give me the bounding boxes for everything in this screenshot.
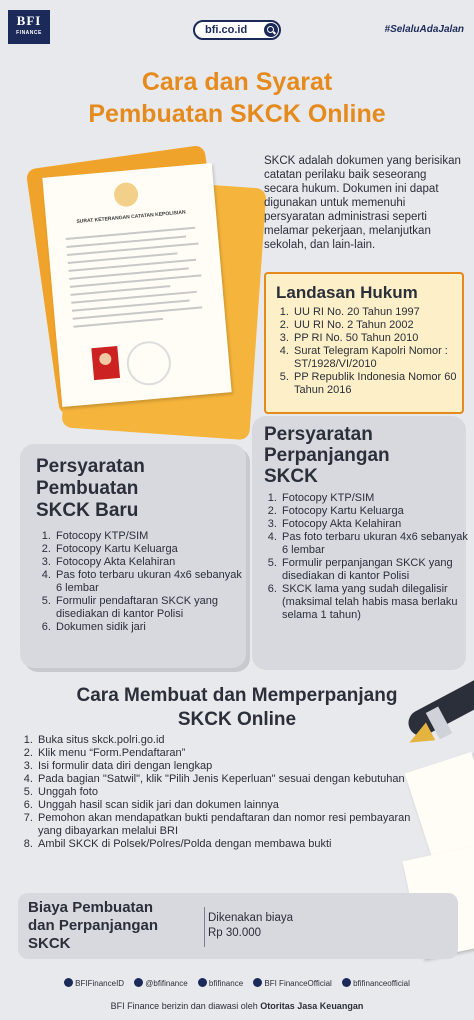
linkedin-icon bbox=[198, 978, 207, 987]
title-line-2: Pembuatan SKCK Online bbox=[88, 100, 386, 128]
list-item: 8. Ambil SKCK di Polsek/Polres/Polda dengan membawa bukti bbox=[36, 838, 414, 851]
page-title bbox=[0, 66, 474, 130]
cara-list bbox=[18, 734, 414, 851]
perpanjangan-card bbox=[252, 416, 466, 670]
list-item: 5. PP Republik Indonesia Nomor 60 Tahun 2016 bbox=[292, 371, 468, 397]
social-label: bfifinance bbox=[208, 979, 244, 988]
list-item: 6. Unggah hasil scan sidik jari dan dokumen lainnya bbox=[36, 799, 414, 812]
list-item: 5. Formulir pendaftaran SKCK yang disediakan di kantor Polisi bbox=[54, 595, 250, 621]
title-line-1: Cara dan Syarat bbox=[141, 68, 333, 96]
list-item: 4. Pada bagian "Satwil", klik "Pilih Jenis Keperluan" sesuai dengan kebutuhan bbox=[36, 773, 414, 786]
social-label: BFI FinanceOfficial bbox=[264, 979, 332, 988]
biaya-box bbox=[18, 893, 458, 959]
facebook-icon bbox=[64, 978, 73, 987]
baru-list bbox=[36, 530, 250, 634]
biaya-divider bbox=[204, 907, 205, 947]
search-icon bbox=[264, 23, 278, 37]
list-item: 3. Isi formulir data diri dengan lengkap bbox=[36, 760, 414, 773]
baru-title-line: Pembuatan bbox=[36, 478, 139, 499]
social-links bbox=[0, 978, 474, 990]
list-item: 4. Pas foto terbaru ukuran 4x6 sebanyak 6 lembar bbox=[280, 531, 470, 557]
id-photo-icon bbox=[91, 346, 120, 380]
social-label: @bfifinance bbox=[145, 979, 188, 988]
list-item: 1. Fotocopy KTP/SIM bbox=[280, 492, 470, 505]
list-item: 2. Fotocopy Kartu Keluarga bbox=[280, 505, 470, 518]
biaya-label-line: dan Perpanjangan bbox=[28, 917, 159, 934]
list-item: 2. UU RI No. 2 Tahun 2002 bbox=[292, 319, 468, 332]
site-link[interactable] bbox=[193, 20, 281, 40]
biaya-label-line: SKCK bbox=[28, 935, 71, 952]
hashtag: #SelaluAdaJalan bbox=[384, 24, 464, 35]
perpanjangan-title-line: Perpanjangan bbox=[264, 445, 390, 466]
instagram-icon bbox=[134, 978, 143, 987]
cara-title-line: Cara Membuat dan Memperpanjang bbox=[76, 685, 398, 706]
list-item: 1. Buka situs skck.polri.go.id bbox=[36, 734, 414, 747]
social-youtube[interactable] bbox=[253, 978, 331, 990]
biaya-value bbox=[208, 911, 293, 941]
baru-title-line: SKCK Baru bbox=[36, 500, 139, 521]
youtube-icon bbox=[253, 978, 262, 987]
stamp-icon bbox=[125, 339, 173, 387]
list-item: 2. Fotocopy Kartu Keluarga bbox=[54, 543, 250, 556]
social-instagram[interactable] bbox=[134, 978, 187, 990]
baru-title-line: Persyaratan bbox=[36, 456, 145, 477]
paper-heading: SURAT KETERANGAN CATATAN KEPOLISIAN bbox=[76, 209, 186, 226]
list-item: 6. Dokumen sidik jari bbox=[54, 621, 250, 634]
list-item: 5. Formulir perpanjangan SKCK yang disediakan di kantor Polisi bbox=[280, 557, 470, 583]
logo-subtext: FINANCE bbox=[16, 30, 42, 36]
list-item: 3. PP RI No. 50 Tahun 2010 bbox=[292, 332, 468, 345]
landasan-title: Landasan Hukum bbox=[276, 283, 418, 302]
list-item: 7. Pemohon akan mendapatkan bukti pendaftaran dan nomor resi pembayaran yang dibayarkan melalui BRI bbox=[36, 812, 414, 838]
baru-card bbox=[20, 444, 246, 668]
social-label: bfifinanceofficial bbox=[353, 979, 410, 988]
footer-text: BFI Finance berizin dan diawasi oleh bbox=[110, 1001, 258, 1011]
list-item: 3. Fotocopy Akta Kelahiran bbox=[280, 518, 470, 531]
perpanjangan-title-line: SKCK bbox=[264, 466, 318, 487]
list-item: 2. Klik menu “Form.Pendaftaran” bbox=[36, 747, 414, 760]
skck-document-illustration bbox=[42, 163, 231, 407]
perpanjangan-title bbox=[264, 424, 390, 487]
list-item: 6. SKCK lama yang sudah dilegalisir (maksimal telah habis masa berlaku selama 1 tahun) bbox=[280, 583, 470, 622]
social-tiktok[interactable] bbox=[342, 978, 410, 990]
list-item: 1. Fotocopy KTP/SIM bbox=[54, 530, 250, 543]
baru-title bbox=[36, 456, 145, 522]
biaya-label bbox=[28, 899, 158, 953]
perpanjangan-list bbox=[262, 492, 470, 622]
logo-text: BFI bbox=[16, 13, 42, 28]
list-item: 5. Unggah foto bbox=[36, 786, 414, 799]
bfi-logo[interactable] bbox=[8, 10, 50, 44]
social-facebook[interactable] bbox=[64, 978, 124, 990]
social-label: BFIFinanceID bbox=[75, 979, 125, 988]
tiktok-icon bbox=[342, 978, 351, 987]
biaya-price: Rp 30.000 bbox=[208, 927, 262, 939]
police-emblem-icon bbox=[113, 182, 139, 208]
list-item: 3. Fotocopy Akta Kelahiran bbox=[54, 556, 250, 569]
landasan-list bbox=[274, 306, 468, 397]
cara-title-line: SKCK Online bbox=[177, 709, 297, 730]
biaya-value-line: Dikenakan biaya bbox=[208, 912, 294, 924]
cara-title bbox=[0, 684, 474, 732]
footer-ojk: Otoritas Jasa Keuangan bbox=[260, 1001, 364, 1011]
social-linkedin[interactable] bbox=[198, 978, 243, 990]
site-url: bfi.co.id bbox=[205, 24, 248, 36]
footer-note bbox=[0, 1000, 474, 1012]
list-item: 4. Pas foto terbaru ukuran 4x6 sebanyak 6 lembar bbox=[54, 569, 250, 595]
list-item: 4. Surat Telegram Kapolri Nomor : ST/1928/VI/2010 bbox=[292, 345, 468, 371]
biaya-label-line: Biaya Pembuatan bbox=[28, 899, 154, 916]
landasan-hukum-box bbox=[264, 272, 464, 414]
list-item: 1. UU RI No. 20 Tahun 1997 bbox=[292, 306, 468, 319]
perpanjangan-title-line: Persyaratan bbox=[264, 424, 373, 445]
intro-text: SKCK adalah dokumen yang berisikan catatan perilaku baik seseorang secara hukum. Dokumen ini dapat digunakan untuk memenuhi persyaratan administrasi seperti melamar pekerjaan, melanjutkan sekolah, dan lain-lain. bbox=[264, 155, 461, 251]
